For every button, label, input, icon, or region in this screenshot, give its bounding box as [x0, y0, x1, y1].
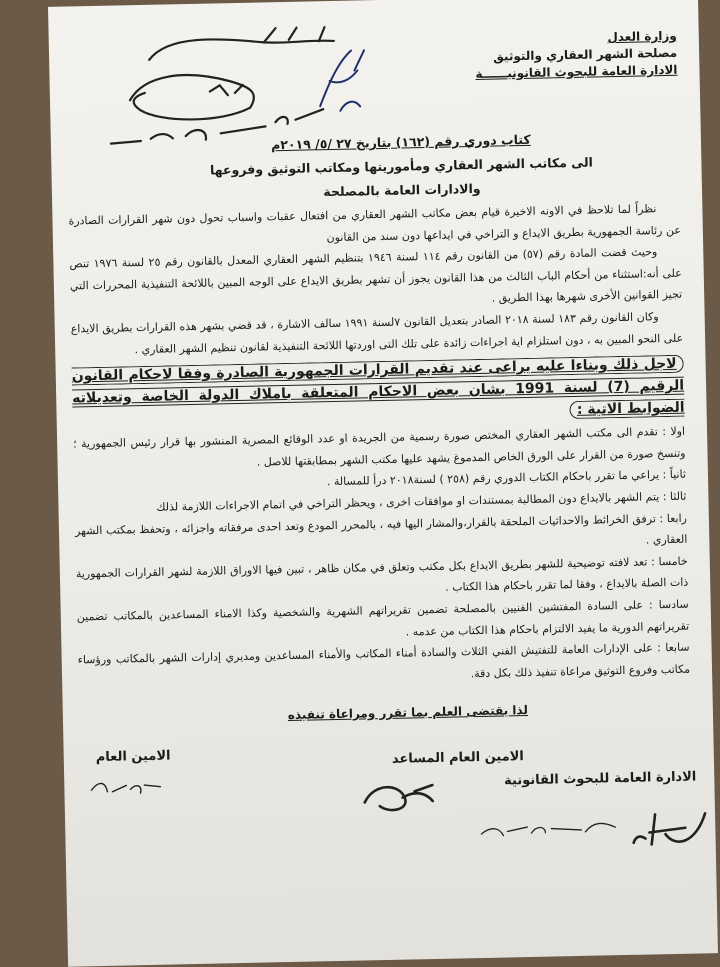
letter-body [68, 198, 690, 693]
handwritten-annotation [88, 10, 391, 146]
paragraph-2: وحيث قضت المادة رقم (٥٧) من القانون رقم ١١٤ لسنة ١٩٤٦ بتنظيم الشهر العقاري المعدل بالقانون رقم ٢٥ لسنة ١٩٧٦ تنص على أنه:استثناء من أحكام الباب الثالث من هذا القانون يجوز أن تشهر بطريق الايداع على الوجه المبين باللائحة التنفيذية المحررات التي تجيز القوانين الأخرى شهرها بهذا الطريق . [69, 245, 683, 306]
item-3: ثالثا : يتم الشهر بالايداع دون المطالبة بمستندات او موافقات اخرى ، ويحظر التراخي في اتمام الاجراءات اللازمة لذلك [156, 489, 687, 514]
addressee-line-1: الى مكاتب الشهر العقاري ومأموريتها ومكاتب التوثيق وفروعها [209, 154, 593, 178]
closing-line: لذا يقتضى العلم بما تقرر ومراعاة تنفيذه [287, 703, 529, 723]
secretary-general-title: الامين العام [95, 748, 171, 766]
department-name: الادارة العامة للبحوث القانونيــــــة [475, 62, 678, 81]
legal-research-title: الادارة العامة للبحوث القانونية [503, 769, 697, 789]
document-page [48, 0, 718, 967]
circular-reference: كتاب دوري رقم (١٦٢) بتاريخ ٢٧ /٥/ ٢٠١٩م [271, 131, 531, 153]
item-1: اولا : تقدم الى مكتب الشهر العقاري المختص صورة رسمية من الجريدة او عدد الوقائع المصرية المنشور بها قرار رئيس الجمهورية ؛ وتنسخ صورة من القرار على الورق الخاص المدموغ يشهد عليها مكتب الشهر بمطابقتها للاصل . [73, 424, 686, 469]
item-4: رابعا : ترفق الخرائط والاحداثيات الملحقة بالقرار،والمشار اليها فيه ، بالمحرر المودع وتعد احدى مرفقاته واجزائه ، وتحفظ بمكتب الشهر العقاري . [74, 511, 688, 547]
letterhead [417, 28, 678, 84]
directive-heading: لاجل ذلك وبناءا عليه يراعى عند تقديم القرارات الجمهورية الصادرة وفقا لاحكام القانون الرقيم (7) لسنة 1991 بشان بعض الاحكام المتعلقة باملاك الدولة الخاصة وتعديلاته الضوابط الاتية : [71, 355, 685, 419]
assistant-secretary-title: الامين العام المساعد [391, 749, 524, 767]
paragraph-1: نظراً لما تلاحظ في الاونه الاخيرة قيام بعض مكاتب الشهر العقاري من افتعال عقبات واسباب تحول دون شهر القرارات الصادرة عن رئاسة الجمهورية بطريق الايداع و التراخي في ايداعها دون سند من القانون [68, 202, 681, 244]
item-7: سابعا : على الإدارات العامة للتفتيش الفني الثلاث والسادة أمناء المكاتب والأمناء المساعدين ومديري إدارات الشهر بالمكاتب ورؤساء مكاتب وفروع التوثيق مراعاة تنفيذ ذلك بكل دقة. [77, 640, 691, 680]
director-signature [625, 803, 716, 855]
item-6: سادسا : على السادة المفتشين الفنيين بالمصلحة تضمين تقريراتهم الشهرية والشخصية وكذا الامناء المساعدين بالمكاتب تضمين تقريراتهم الدورية ما يفيد الالتزام باحكام هذا الكتاب من عدمه . [76, 597, 690, 639]
legal-research-signature [475, 801, 626, 854]
item-2: ثانياً : يراعي ما تقرر باحكام الكتاب الدوري رقم (٢٥٨ ) لسنة٢٠١٨ درأ للمسالة . [326, 467, 687, 489]
addressee-line-2: والادارات العامة بالمصلحة [323, 180, 481, 200]
authority-name: مصلحة الشهر العقاري والتوثيق [493, 45, 678, 64]
assistant-secretary-signature [354, 771, 445, 823]
paragraph-3: وكان القانون رقم ١٨٣ لسنة ٢٠١٨ الصادر بتعديل القانون ٧لسنة ١٩٩١ سالف الاشارة ، قد قضي بشهر هذه القرارات بطريق الايداع على النحو المبين به ، دون استلزام اية اجراءات زائدة على تلك التى اوردتها اللائحة التنفيذية لقانون تنظيم الشهر العقاري . [70, 310, 684, 356]
ministry-name: وزارة العدل [607, 28, 677, 45]
secretary-general-signature [86, 771, 167, 803]
item-5: خامسا : تعد لافته توضيحية للشهر بطريق الايداع بكل مكتب وتعلق في مكان ظاهر ، تبين فيها الاوراق اللازمة لشهر القرارات الجمهورية ذات الصلة بالايداع ، وفقا لما تقرر باحكام هذا الكتاب . [75, 554, 689, 595]
